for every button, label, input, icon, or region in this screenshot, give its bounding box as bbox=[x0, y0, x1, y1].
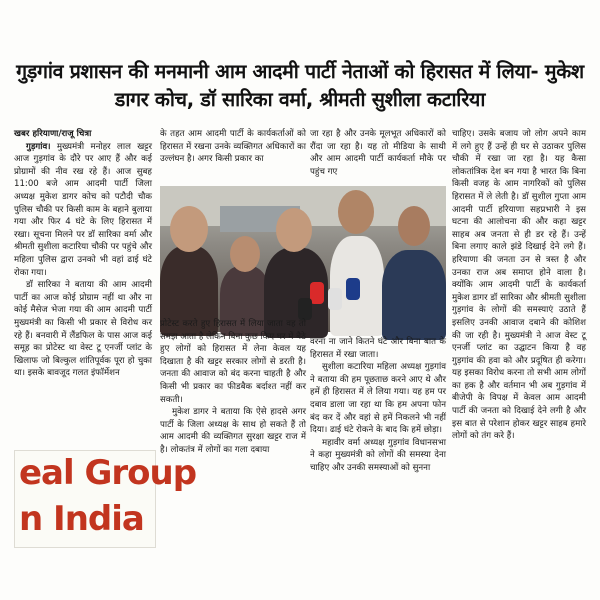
ad-line-1: eal Group bbox=[19, 453, 197, 493]
headline: गुड़गांव प्रशासन की मनमानी आम आदमी पार्टी नेताओं को हिरासत में लिया- मुकेश डागर कोच, डॉ सारिका वर्मा, श्रीमती सुशीला कटारिया bbox=[16, 60, 584, 111]
article-column-4 bbox=[452, 128, 586, 546]
ad-line-2: n India bbox=[19, 499, 144, 539]
col3-paragraph-1: सुशीला कटारिया महिला अध्यक्ष गुड़गांव ने बताया की हम पूछताछ करने आए थे और हमें ही हिरासत में ले लिया गया। यह हम पर दबाव डाला जा रहा था कि हम अपना फोन बंद कर दें और वहां से हमें निकलने भी नहीं दिया। ढाई घंटे रोकने के बाद कि हमें छोड़ा। bbox=[310, 362, 446, 436]
col3-top-text: जा रहा है और उनके मूलभूत अधिकारों को रौंदा जा रहा है। यह तो मीडिया के साथी और आम आदमी पार्टी कार्यकर्ता मौके पर पहुंच गए bbox=[310, 129, 446, 177]
col1-paragraph-1: मुख्यमंत्री मनोहर लाल खट्टर आज गुड़गांव के दौरे पर आए हैं और कई प्रोग्रामों की नीव रख रहे हैं। आज सुबह 11:00 बजे आम आदमी पार्टी जिला अध्यक्ष मुकेश डागर कोच को पटौदी चौक पुलिस चौकी पर किसी काम के बहाने बुलाया गया और फिर 4 घंटे के लिए हिरासत में रखा। सूचना मिलने पर डॉ सारिका वर्मा और श्रीमती सुशीला कटारिया चौकी पर पहुंचे और महिला पुलिस द्वारा उनको भी वहां ढाई घंटे रोका गया। bbox=[14, 141, 152, 278]
col1-paragraph-2: डॉ सारिका ने बताया की आम आदमी पार्टी का आज कोई प्रोग्राम नहीं था और ना कोई मैसेज भेजा गया की आम आदमी पार्टी मुख्यमंत्री का किसी भी प्रकार से विरोध कर रहे हैं। बनवारी में लैंडफिल के पास आज कई समूह का प्रोटेस्ट था वेस्ट टू एनर्जी प्लांट के खिलाफ जो बिल्कुल शांतिपूर्वक पूरा हो चुका था। इसके बावजूद गलत इंफॉर्मेशन bbox=[14, 280, 152, 379]
col2-top-text: के तहत आम आदमी पार्टी के कार्यकर्ताओं को हिरासत में रखना उनके व्यक्तिगत अधिकारों का उल्लंघन है। अगर किसी प्रकार का bbox=[160, 129, 306, 165]
press-photo bbox=[160, 186, 446, 332]
advertisement bbox=[14, 450, 197, 548]
article-column-3-top bbox=[310, 128, 446, 188]
dateline: गुड़गांव। bbox=[26, 141, 51, 152]
article-column-2-top bbox=[160, 128, 306, 188]
byline: खबर हरियाणा/राजू चित्रा bbox=[14, 129, 92, 139]
col2-paragraph-1: प्रोटेस्ट करते हुए हिरासत में लिया जाता वह तो समझ आता है लेकिन बिना कुछ किए घर में बैठे हुए लोगों को हिरासत में लेना केवल यह दिखाता है की खट्टर सरकार लोगों से डरती है। जनता की आवाज को बंद करना चाहती है और किसी भी प्रकार का फीडबैक बर्दाश्त नहीं कर सकती। bbox=[160, 319, 306, 405]
article-column-3-bottom bbox=[310, 336, 446, 504]
col4-paragraph-1: चाहिए। उसके बजाय जो लोग अपने काम में लगे हुए हैं उन्हें ही घर से उठाकर पुलिस चौकी में रखा जा रहा है। यह कैसा लोकतांत्रिक देश बन गया है भारत कि बिना किसी वजह के आम नागरिकों को पुलिस हिरासत में ले लेती है। डॉ सुशील गुप्ता आम आदमी पार्टी हरियाणा सहप्रभारी ने इस घटना की आलोचना की और कहा खट्टर साहब अब जनता से ही डर रहे हैं। उन्हें बिना लगाए काले झंडे दिखाई देने लगे हैं। हरियाणा की जनता उन से त्रस्त है और उनका राज अब समाप्त होने वाला है। क्योंकि आम आदमी पार्टी के कार्यकर्ता मुकेश डागर डॉ सारिका और श्रीमती सुशीला गुड़गांव के लोगों की समस्याएं उठाते हैं इसलिए उनकी आवाज दबाने की कोशिश की जा रही है। मुख्यमंत्री ने आज वेस्ट टू एनर्जी प्लांट का उद्घाटन किया है वह गुड़गांव की हवा को और प्रदूषित ही करेगा। यह इसका विरोध करना तो सभी आम लोगों का हक है और वर्तमान भी अब गुड़गांव में बीजेपी के विपक्ष में केवल आम आदमी पार्टी की जनता को दिखाई देने लगी है और इस बात से परेशान होकर खट्टर साहब हमारे लोगों को तंग करे हैं। bbox=[452, 129, 586, 442]
col3-paragraph-2: महावीर वर्मा अध्यक्ष गुड़गांव विधानसभा ने कहा मुख्यमंत्री को लोगों की समस्या देना चाहिए और उनकी समस्याओं को सुनना bbox=[310, 437, 446, 473]
col3-lead: वरना ना जाने कितने घंटे और बिना बात के हिरासत में रखा जाता। bbox=[310, 337, 446, 360]
col2-paragraph-2: मुकेश डागर ने बताया कि ऐसे हादसे अगर पार्टी के जिला अध्यक्ष के साथ हो सकते हैं तो आम आदमी की व्यक्तिगत सुरक्षा खट्टर राज में है। लोकतंत्र में लोगों का गला दबाया bbox=[160, 407, 306, 455]
article-column-1 bbox=[14, 128, 152, 444]
